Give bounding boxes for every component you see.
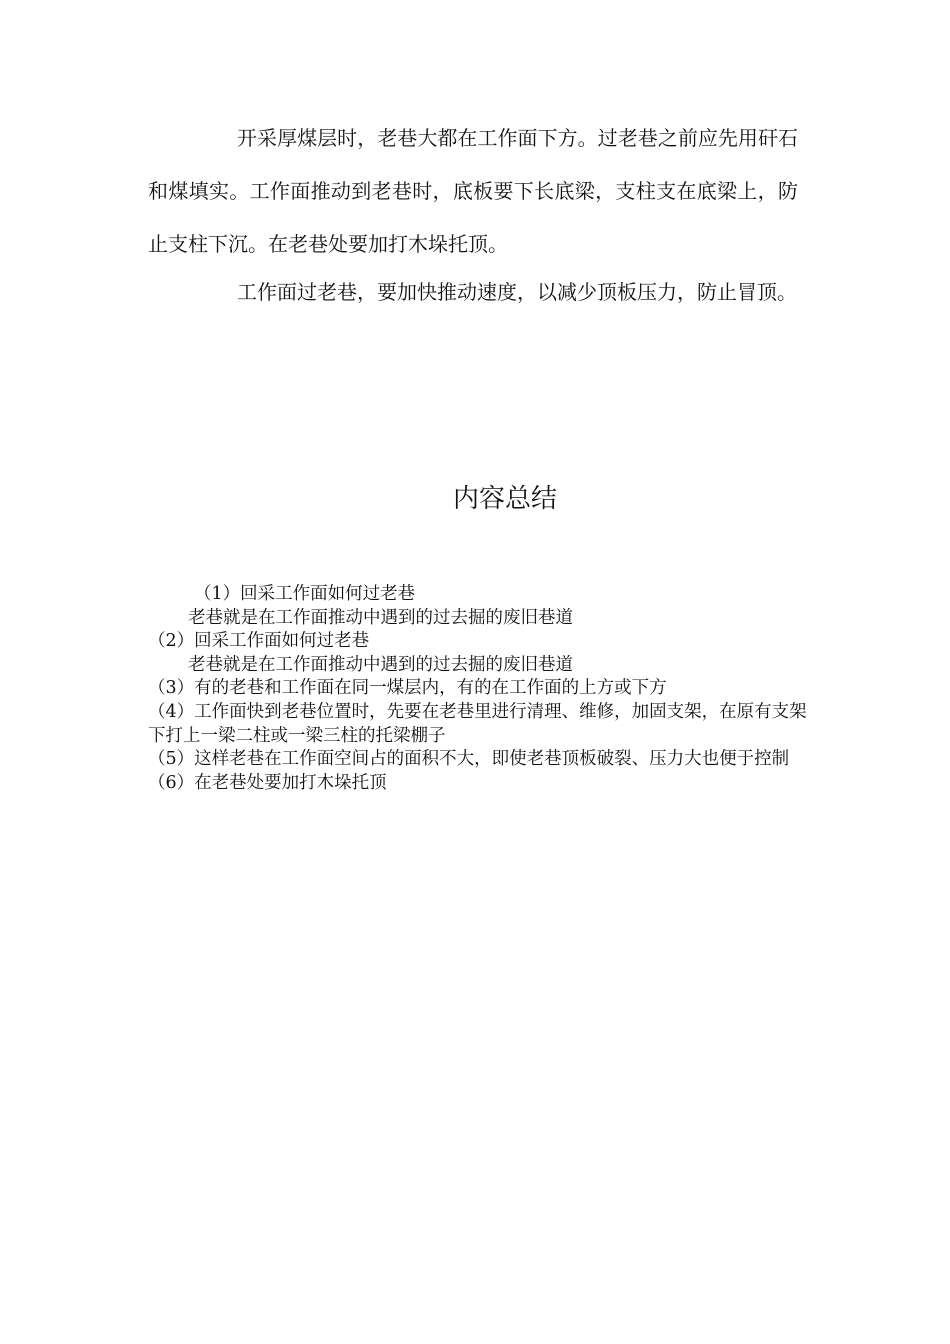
summary-item: （2）回采工作面如何过老巷	[148, 631, 370, 652]
summary-item: （4）工作面快到老巷位置时，先要在老巷里进行清理、维修，加固支架，在原有支架下打上一梁二柱或一梁三柱的托梁棚子	[148, 701, 807, 746]
summary-item: （3）有的老巷和工作面在同一煤层内，有的在工作面的上方或下方	[148, 678, 667, 699]
body-paragraph-2: 工作面过老巷，要加快推动速度，以减少顶板压力，防止冒顶。	[237, 280, 797, 304]
summary-item: （1）回采工作面如何过老巷	[194, 584, 416, 604]
summary-item: 老巷就是在工作面推动中遇到的过去掘的废旧巷道	[188, 654, 573, 675]
summary-item: （6）在老巷处要加打木垛托顶	[148, 772, 387, 793]
summary-item: （5）这样老巷在工作面空间占的面积不大，即使老巷顶板破裂、压力大也便于控制	[148, 749, 790, 770]
summary-item: 老巷就是在工作面推动中遇到的过去掘的废旧巷道	[188, 607, 573, 628]
summary-title: 内容总结	[452, 484, 557, 514]
body-paragraph-1: 开采厚煤层时，老巷大都在工作面下方。过老巷之前应先用矸石和煤填实。工作面推动到老巷时，底板要下长底梁，支柱支在底梁上，防止支柱下沉。在老巷处要加打木垛托顶。	[148, 126, 798, 256]
summary-list	[148, 583, 808, 795]
